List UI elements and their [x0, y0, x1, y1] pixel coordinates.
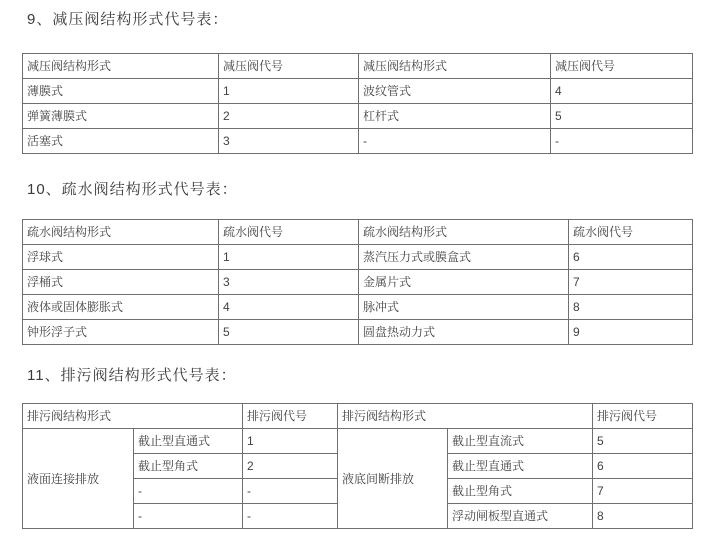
table-cell: - — [134, 479, 243, 504]
table-cell: - — [243, 479, 338, 504]
column-header: 疏水阀结构形式 — [359, 220, 569, 245]
table-cell: 8 — [569, 295, 693, 320]
column-header: 排污阀结构形式 — [338, 404, 593, 429]
table-cell: 截止型角式 — [134, 454, 243, 479]
table-cell: 波纹管式 — [359, 79, 551, 104]
table-cell: 活塞式 — [23, 129, 219, 154]
table-cell: 弹簧薄膜式 — [23, 104, 219, 129]
table-cell: 截止型直通式 — [448, 454, 593, 479]
table-header-row — [23, 220, 693, 245]
table-cell: 5 — [551, 104, 693, 129]
table-cell: 液体或固体膨胀式 — [23, 295, 219, 320]
table-row — [23, 429, 693, 454]
table-cell: 圆盘热动力式 — [359, 320, 569, 345]
section-10 — [22, 179, 692, 345]
table-row — [23, 320, 693, 345]
table-cell: 薄膜式 — [23, 79, 219, 104]
table-cell: - — [551, 129, 693, 154]
table-cell: 截止型直流式 — [448, 429, 593, 454]
column-header: 减压阀代号 — [551, 54, 693, 79]
table-cell: 6 — [569, 245, 693, 270]
column-header: 疏水阀代号 — [219, 220, 359, 245]
table-cell: - — [359, 129, 551, 154]
table-row — [23, 104, 693, 129]
pressure-reducing-valve-code-table — [22, 53, 693, 154]
column-header: 疏水阀代号 — [569, 220, 693, 245]
column-header: 排污阀代号 — [243, 404, 338, 429]
table-cell: - — [134, 504, 243, 529]
table-row — [23, 79, 693, 104]
table-cell: 2 — [219, 104, 359, 129]
blowdown-valve-code-table — [22, 403, 693, 529]
table-cell: 1 — [219, 79, 359, 104]
table-cell: 7 — [593, 479, 693, 504]
table-cell: 脉冲式 — [359, 295, 569, 320]
table-row — [23, 295, 693, 320]
column-header: 减压阀结构形式 — [359, 54, 551, 79]
table-cell: 5 — [593, 429, 693, 454]
table-cell: 浮桶式 — [23, 270, 219, 295]
column-header: 减压阀代号 — [219, 54, 359, 79]
table-cell: 9 — [569, 320, 693, 345]
table-cell: 浮动闸板型直通式 — [448, 504, 593, 529]
table-cell: 3 — [219, 129, 359, 154]
column-header: 减压阀结构形式 — [23, 54, 219, 79]
section-11 — [22, 365, 692, 529]
table-cell: 1 — [219, 245, 359, 270]
steam-trap-code-table — [22, 219, 693, 345]
table-header-row — [23, 54, 693, 79]
table-cell: 4 — [219, 295, 359, 320]
section-9 — [22, 9, 692, 154]
section-10-title: 10、疏水阀结构形式代号表： — [27, 181, 238, 198]
table-cell: 蒸汽压力式或膜盒式 — [359, 245, 569, 270]
table-cell: 杠杆式 — [359, 104, 551, 129]
table-cell: 3 — [219, 270, 359, 295]
table-cell: 5 — [219, 320, 359, 345]
table-cell: 截止型角式 — [448, 479, 593, 504]
merged-group-cell-left: 液面连接排放 — [23, 429, 134, 529]
table-header-row — [23, 404, 693, 429]
column-header: 排污阀代号 — [593, 404, 693, 429]
table-cell: 截止型直通式 — [134, 429, 243, 454]
column-header: 疏水阀结构形式 — [23, 220, 219, 245]
column-header: 排污阀结构形式 — [23, 404, 243, 429]
table-cell: 8 — [593, 504, 693, 529]
table-cell: 钟形浮子式 — [23, 320, 219, 345]
table-cell: 6 — [593, 454, 693, 479]
table-cell: 2 — [243, 454, 338, 479]
section-9-title: 9、减压阀结构形式代号表： — [27, 11, 229, 28]
table-row — [23, 270, 693, 295]
table-cell: 1 — [243, 429, 338, 454]
table-cell: - — [243, 504, 338, 529]
table-row — [23, 245, 693, 270]
table-cell: 4 — [551, 79, 693, 104]
section-11-title: 11、排污阀结构形式代号表： — [27, 367, 237, 384]
table-cell: 7 — [569, 270, 693, 295]
table-row — [23, 129, 693, 154]
merged-group-cell-right: 液底间断排放 — [338, 429, 448, 529]
table-cell: 金属片式 — [359, 270, 569, 295]
table-cell: 浮球式 — [23, 245, 219, 270]
